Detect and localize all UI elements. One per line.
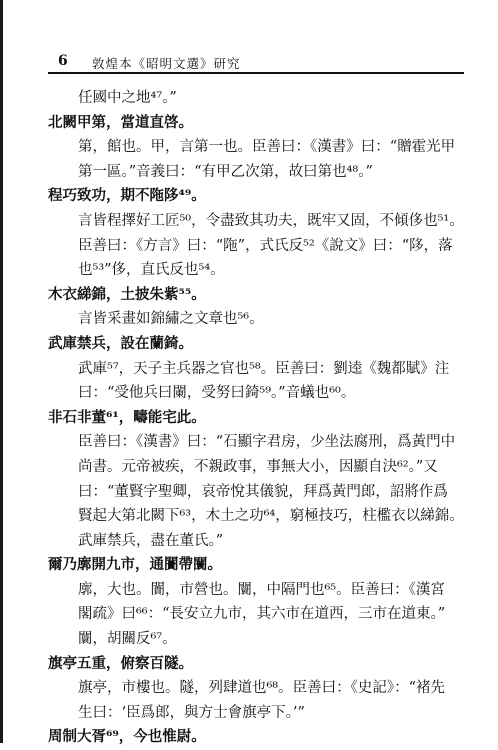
main-text-line: 爾乃廓開九市，通闠帶闤。 [48,556,222,574]
page-edge-shadow [0,0,3,743]
commentary-line: 廓，大也。闠，市營也。闤，中隔門也⁶⁵。臣善曰：《漢宮 [78,581,445,598]
main-text-line: 武庫禁兵，設在蘭錡。 [48,334,193,352]
text-body [48,86,468,750]
main-text-line: 周制大胥⁶⁹，今也惟尉。 [48,728,206,746]
commentary-line: 曰：“董賢字聖卿，哀帝悅其儀貌，拜爲黃門郎，詔將作爲 [78,483,448,500]
main-text-line: 木衣綈錦，土披朱紫⁵⁵。 [48,285,206,303]
commentary-line: 武庫禁兵，盡在董氏。” [78,532,224,549]
running-header [48,52,468,72]
commentary-line: 闤，胡關反⁶⁷。 [78,631,177,648]
commentary-line: 臣善曰：《漢書》曰：“石顯字君房，少坐法腐刑，爲黃門中 [78,434,456,451]
main-text-line: 程巧致功，期不陁陊⁴⁹。 [48,187,206,205]
commentary-line: 賢起大第北闕下⁶³，木土之功⁶⁴，窮極技巧，柱檻衣以綈錦。 [78,508,464,525]
main-text-line: 旗亭五重，俯察百隧。 [48,654,193,672]
running-title: 敦煌本《昭明文選》研究 [92,56,241,71]
main-text-line: 非石非董⁶¹，疇能宅此。 [48,408,206,426]
commentary-line: 第，館也。甲，言第一也。臣善曰：《漢書》曰：“贈霍光甲 [78,139,456,156]
commentary-line: 言皆采畫如錦繡之文章也⁵⁶。 [78,311,264,328]
page-number: 6 [58,53,68,69]
main-text-line: 北闕甲第，當道直啓。 [48,113,193,131]
commentary-line: 臣善曰：《方言》曰：“陁”，式氏反⁵²《說文》曰：“陊，落 [78,237,453,254]
commentary-line: 武庫⁵⁷，天子主兵器之官也⁵⁸。臣善曰：劉逵《魏都賦》注 [78,360,450,377]
header-rule [48,72,464,74]
commentary-line: 也⁵³”侈，直氏反也⁵⁴。 [78,262,225,279]
commentary-line: 尚書。元帝被疾，不親政事，事無大小，因顯自決⁶²。”又 [78,458,438,475]
commentary-line: 言皆程擇好工匠⁵⁰，令盡致其功夫，既牢又固，不傾侈也⁵¹。 [78,212,464,229]
commentary-line: 生曰：‘臣爲郎，與方士會旗亭下。’” [78,704,305,721]
commentary-line: 閣疏》曰⁶⁶：“長安立九市，其六市在道西，三市在道東。” [78,606,446,623]
commentary-line: 第一區。”音義曰：“有甲乙次第，故曰第也⁴⁸。” [78,163,373,180]
commentary-line: 旗亭，市樓也。隧，列肆道也⁶⁸。臣善曰：《史記》：“褚先 [78,680,446,697]
text-line: 任國中之地⁴⁷。” [78,90,177,106]
commentary-line: 曰：“受他兵曰闌，受努曰錡⁵⁹。”音蟻也⁶⁰。 [78,385,356,402]
